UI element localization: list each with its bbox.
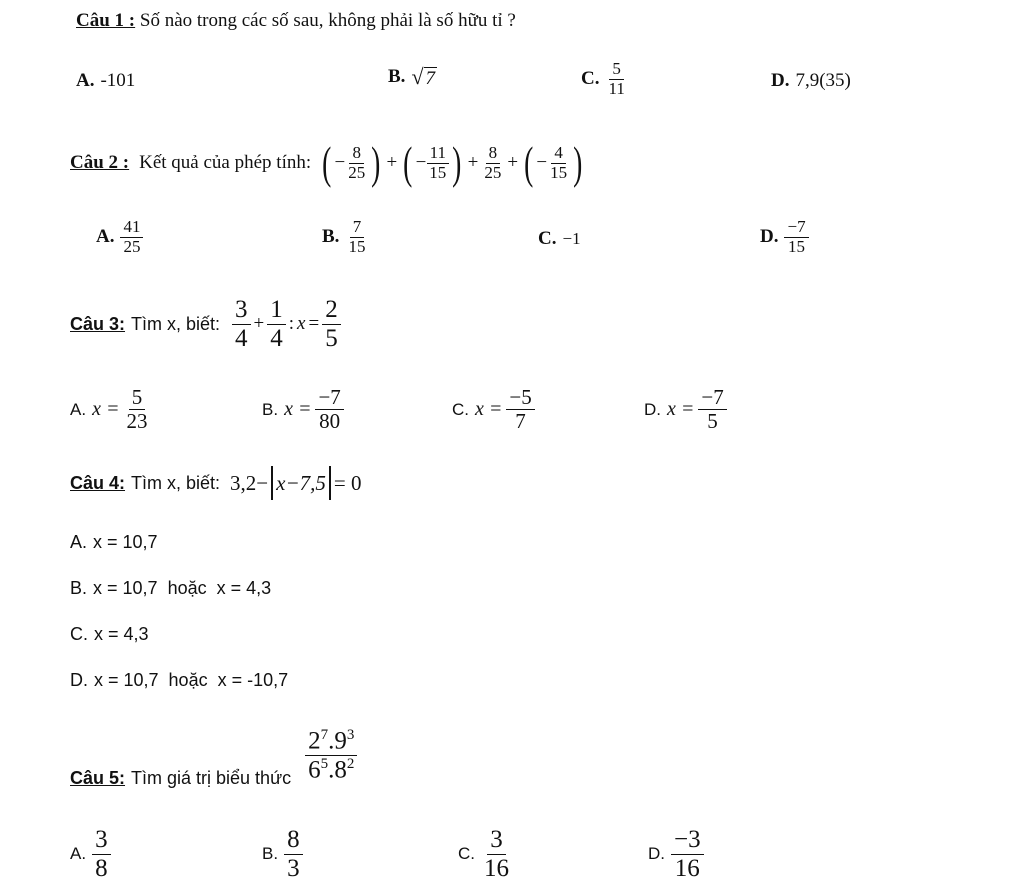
option-label: A. — [70, 844, 87, 863]
base: 6 — [308, 756, 321, 784]
numerator: −7 — [315, 386, 343, 410]
operator: = — [308, 313, 320, 334]
q1-option-b[interactable] — [388, 64, 437, 90]
dot: . — [328, 727, 335, 755]
fraction — [784, 218, 808, 256]
option-label: D. — [760, 226, 779, 248]
numerator: 3 — [487, 826, 506, 855]
question-5-text: Tìm giá trị biểu thức — [131, 768, 292, 788]
option-prefix: x = — [92, 398, 120, 421]
denominator: 25 — [123, 236, 141, 256]
fraction — [123, 386, 150, 433]
question-1-text: Số nào trong các số sau, không phải là số hữu tỉ ? — [135, 10, 516, 31]
numerator: 2 — [322, 296, 341, 325]
variable: x — [297, 313, 306, 334]
numerator: 4 — [551, 144, 566, 164]
denominator: 16 — [484, 854, 509, 882]
absolute-inner: x−7,5 — [276, 470, 326, 495]
option-label: B. — [388, 66, 406, 87]
question-4-text: Tìm x, biết: — [131, 472, 221, 493]
operator: + — [467, 152, 479, 173]
question-4 — [70, 466, 361, 500]
denominator: 15 — [550, 162, 568, 182]
operator: + — [253, 313, 265, 334]
sign: − — [415, 152, 427, 173]
numerator: −7 — [698, 386, 726, 410]
option-label: B. — [322, 226, 340, 248]
numerator: 41 — [120, 218, 143, 238]
option-value: 7,9(35) — [795, 70, 851, 91]
fraction — [284, 826, 303, 882]
question-5-expression — [305, 727, 357, 784]
fraction — [481, 826, 512, 882]
q5-option-b[interactable] — [262, 826, 303, 882]
question-5 — [70, 722, 357, 789]
question-3-text: Tìm x, biết: — [131, 313, 221, 334]
denominator: 5 — [325, 324, 338, 352]
numerator: 5 — [609, 60, 624, 80]
q4-option-a[interactable] — [70, 532, 158, 553]
option-label: D. — [771, 70, 790, 91]
q3-option-b[interactable] — [262, 386, 344, 433]
fraction — [506, 386, 534, 433]
right-paren: ) — [573, 137, 583, 188]
denominator: 4 — [235, 324, 248, 352]
q3-option-c[interactable] — [452, 386, 535, 433]
fraction — [547, 144, 570, 182]
fraction — [481, 144, 504, 182]
numerator: 1 — [267, 296, 286, 325]
option-prefix: x = — [284, 398, 312, 421]
radical-icon: √ — [411, 64, 424, 89]
fraction — [671, 826, 704, 882]
q5-option-d[interactable] — [648, 826, 704, 882]
exponent: 3 — [346, 727, 355, 744]
numerator: 7 — [350, 218, 365, 238]
q2-option-c[interactable] — [538, 228, 581, 250]
sign: − — [536, 152, 548, 173]
fraction — [92, 826, 111, 882]
numerator: 3 — [232, 296, 251, 325]
question-2-text: Kết quả của phép tính: — [139, 152, 312, 173]
q3-option-d[interactable] — [644, 386, 727, 433]
q1-option-c[interactable] — [581, 60, 628, 98]
fraction — [426, 144, 449, 182]
square-root — [411, 64, 437, 90]
question-4-expression — [230, 466, 361, 500]
left-paren: ( — [403, 137, 413, 188]
fraction — [605, 60, 627, 98]
fraction — [232, 296, 251, 352]
question-1 — [76, 10, 516, 32]
q2-option-a[interactable] — [96, 218, 143, 256]
option-prefix: x = — [475, 398, 503, 421]
denominator: 15 — [429, 162, 447, 182]
question-2-label: Câu 2 : — [70, 152, 130, 173]
q3-option-a[interactable] — [70, 386, 150, 433]
option-label: B. — [262, 844, 279, 863]
q2-option-d[interactable] — [760, 218, 809, 256]
numerator: 8 — [284, 826, 303, 855]
denominator — [305, 756, 357, 784]
denominator: 15 — [348, 236, 366, 256]
q2-option-b[interactable] — [322, 218, 368, 256]
numerator: 3 — [92, 826, 111, 855]
operator: : — [288, 313, 295, 334]
fraction — [267, 296, 286, 352]
denominator: 11 — [608, 78, 625, 98]
fraction — [698, 386, 726, 433]
option-label: A. — [96, 226, 115, 248]
option-value: −1 — [562, 229, 581, 248]
denominator: 25 — [348, 162, 366, 182]
option-label: C. — [452, 399, 469, 419]
denominator: 15 — [788, 236, 806, 256]
dot: . — [328, 756, 335, 784]
right-paren: ) — [371, 137, 381, 188]
right-paren: ) — [452, 137, 462, 188]
absolute-bar — [271, 466, 273, 500]
option-label: D. — [648, 844, 665, 863]
base: 2 — [308, 727, 321, 755]
fraction — [120, 218, 143, 256]
numerator: 8 — [486, 144, 501, 164]
radicand: 7 — [425, 68, 436, 89]
denominator: 5 — [707, 409, 718, 434]
option-label: A. — [70, 399, 87, 419]
q5-option-c[interactable] — [458, 826, 512, 882]
option-value: x = 10,7 hoặc x = -10,7 — [94, 670, 289, 690]
option-label: D. — [644, 399, 661, 419]
question-3-label: Câu 3: — [70, 313, 126, 334]
exponent: 5 — [320, 756, 329, 772]
option-label: A. — [70, 532, 88, 552]
denominator: 8 — [95, 854, 108, 882]
option-label: C. — [70, 624, 88, 644]
denominator: 25 — [484, 162, 502, 182]
numerator: 5 — [129, 386, 146, 410]
option-label: C. — [458, 844, 475, 863]
question-2 — [70, 137, 585, 188]
option-label: B. — [262, 399, 279, 419]
option-label: A. — [76, 70, 95, 91]
absolute-bar — [329, 466, 331, 500]
fraction — [315, 386, 343, 433]
exponent: 2 — [346, 756, 355, 772]
q5-option-a[interactable] — [70, 826, 111, 882]
numerator: 11 — [427, 144, 449, 164]
denominator: 7 — [515, 409, 526, 434]
q4-option-c[interactable] — [70, 624, 149, 645]
denominator: 23 — [126, 409, 148, 434]
question-5-label: Câu 5: — [70, 768, 126, 788]
q4-option-d[interactable] — [70, 670, 288, 691]
exponent: 7 — [320, 727, 329, 744]
option-label: C. — [581, 68, 600, 90]
fraction — [345, 218, 368, 256]
q1-option-a[interactable] — [76, 70, 135, 92]
option-value: -101 — [100, 70, 136, 91]
option-label: B. — [70, 578, 88, 598]
option-label: C. — [538, 228, 557, 249]
numerator: −3 — [671, 826, 704, 855]
expression-left: 3,2− — [230, 470, 269, 495]
numerator: 8 — [349, 144, 364, 164]
base: 8 — [334, 756, 347, 784]
left-paren: ( — [322, 137, 332, 188]
question-2-expression — [319, 137, 585, 188]
base: 9 — [334, 727, 347, 755]
numerator: −5 — [506, 386, 534, 410]
fraction — [322, 296, 341, 352]
question-3 — [70, 296, 341, 352]
denominator: 16 — [674, 854, 700, 882]
expression-right: = 0 — [333, 470, 362, 495]
numerator: −7 — [784, 218, 808, 238]
operator: + — [507, 152, 519, 173]
question-3-expression — [232, 296, 341, 352]
option-label: D. — [70, 670, 88, 690]
operator: + — [386, 152, 398, 173]
option-value: x = 10,7 — [93, 532, 158, 552]
question-4-label: Câu 4: — [70, 472, 126, 493]
numerator — [305, 727, 357, 756]
denominator: 80 — [319, 409, 341, 434]
option-prefix: x = — [667, 398, 695, 421]
left-paren: ( — [524, 137, 534, 188]
fraction — [345, 144, 368, 182]
q1-option-d[interactable] — [771, 70, 851, 92]
q4-option-b[interactable] — [70, 578, 271, 599]
option-value: x = 4,3 — [94, 624, 149, 644]
denominator: 4 — [270, 324, 283, 352]
sign: − — [334, 152, 346, 173]
option-value: x = 10,7 hoặc x = 4,3 — [93, 578, 272, 598]
denominator: 3 — [287, 854, 300, 882]
question-1-label: Câu 1 : — [76, 10, 136, 31]
